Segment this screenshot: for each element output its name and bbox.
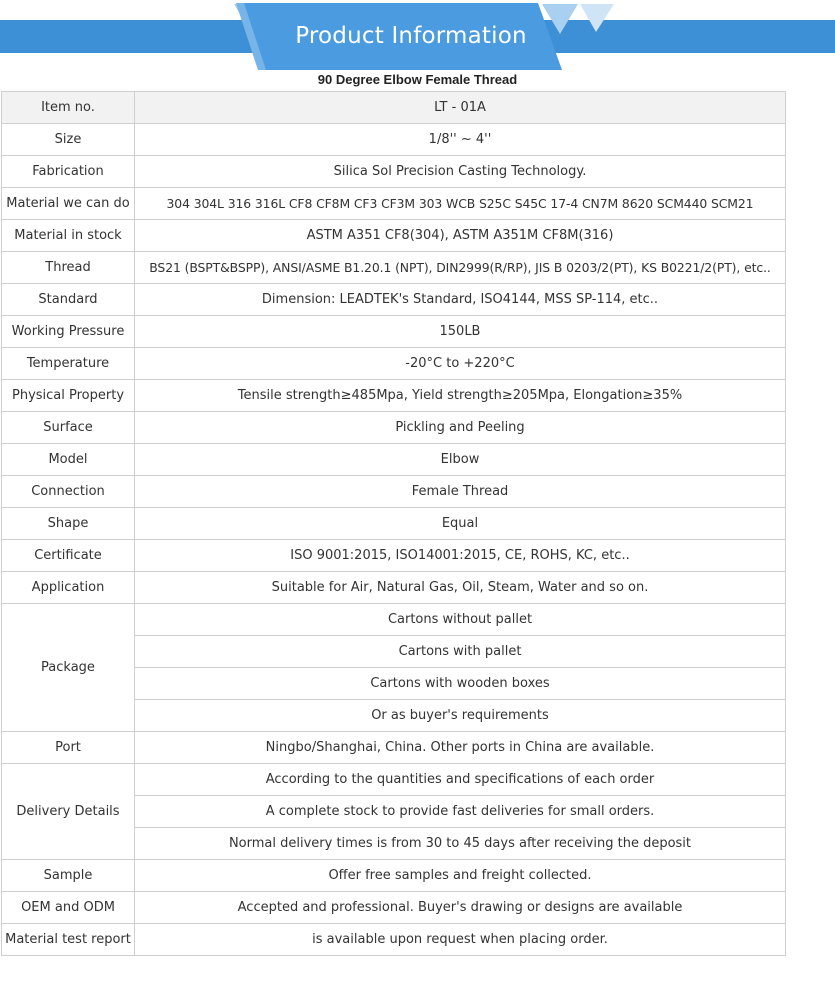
table-row [2, 220, 786, 252]
row-value: BS21 (BSPT&BSPP), ANSI/ASME B1.20.1 (NPT), DIN2999(R/RP), JIS B 0203/2(PT), KS B0221/2(PT), etc.. [135, 252, 786, 284]
row-value: 150LB [135, 316, 786, 348]
row-label: Thread [2, 252, 135, 284]
table-row [2, 124, 786, 156]
row-label: Fabrication [2, 156, 135, 188]
row-value: Offer free samples and freight collected. [135, 860, 786, 892]
table-row [2, 540, 786, 572]
table-row [2, 892, 786, 924]
row-value: ISO 9001:2015, ISO14001:2015, CE, ROHS, KC, etc.. [135, 540, 786, 572]
row-value: A complete stock to provide fast deliveries for small orders. [135, 796, 786, 828]
row-value: Cartons with pallet [135, 636, 786, 668]
row-label: Material we can do [2, 188, 135, 220]
row-label: Item no. [2, 92, 135, 124]
row-label: Model [2, 444, 135, 476]
table-row [2, 412, 786, 444]
row-value: Cartons with wooden boxes [135, 668, 786, 700]
table-row [2, 156, 786, 188]
row-value: Silica Sol Precision Casting Technology. [135, 156, 786, 188]
table-row [2, 924, 786, 956]
table-row [2, 508, 786, 540]
table-row [2, 284, 786, 316]
row-label: Sample [2, 860, 135, 892]
row-label: Port [2, 732, 135, 764]
row-label: OEM and ODM [2, 892, 135, 924]
row-label: Physical Property [2, 380, 135, 412]
spec-table [1, 91, 786, 956]
row-value: Dimension: LEADTEK's Standard, ISO4144, MSS SP-114, etc.. [135, 284, 786, 316]
row-value: Elbow [135, 444, 786, 476]
row-label: Shape [2, 508, 135, 540]
row-label: Package [2, 604, 135, 732]
table-row [2, 764, 786, 796]
row-value: Suitable for Air, Natural Gas, Oil, Steam, Water and so on. [135, 572, 786, 604]
row-label: Surface [2, 412, 135, 444]
table-row [2, 732, 786, 764]
row-value: 304 304L 316 316L CF8 CF8M CF3 CF3M 303 WCB S25C S45C 17-4 CN7M 8620 SCM440 SCM21 [135, 188, 786, 220]
table-row [2, 476, 786, 508]
table-row [2, 380, 786, 412]
table-row [2, 860, 786, 892]
row-label: Material test report [2, 924, 135, 956]
row-value: Accepted and professional. Buyer's drawing or designs are available [135, 892, 786, 924]
row-label: Size [2, 124, 135, 156]
table-row [2, 188, 786, 220]
row-value: Normal delivery times is from 30 to 45 days after receiving the deposit [135, 828, 786, 860]
table-row [2, 444, 786, 476]
row-value: Or as buyer's requirements [135, 700, 786, 732]
row-value: Female Thread [135, 476, 786, 508]
table-row [2, 92, 786, 124]
banner-title: Product Information [295, 23, 527, 49]
row-label: Material in stock [2, 220, 135, 252]
row-value: Ningbo/Shanghai, China. Other ports in China are available. [135, 732, 786, 764]
table-row [2, 252, 786, 284]
row-value: -20°C to +220°C [135, 348, 786, 380]
row-value: Tensile strength≥485Mpa, Yield strength≥205Mpa, Elongation≥35% [135, 380, 786, 412]
row-label: Connection [2, 476, 135, 508]
table-row [2, 572, 786, 604]
table-row [2, 604, 786, 636]
row-label: Working Pressure [2, 316, 135, 348]
row-label: Certificate [2, 540, 135, 572]
row-label: Delivery Details [2, 764, 135, 860]
row-label: Standard [2, 284, 135, 316]
row-label: Temperature [2, 348, 135, 380]
row-value: Equal [135, 508, 786, 540]
row-value: LT - 01A [135, 92, 786, 124]
row-value: Pickling and Peeling [135, 412, 786, 444]
table-row [2, 348, 786, 380]
row-value: 1/8'' ~ 4'' [135, 124, 786, 156]
spec-table-body [2, 92, 786, 956]
row-label: Application [2, 572, 135, 604]
product-info-banner [0, 0, 835, 70]
row-value: ASTM A351 CF8(304), ASTM A351M CF8M(316) [135, 220, 786, 252]
product-subtitle: 90 Degree Elbow Female Thread [317, 72, 518, 87]
row-value: is available upon request when placing order. [135, 924, 786, 956]
row-value: According to the quantities and specifications of each order [135, 764, 786, 796]
table-row [2, 316, 786, 348]
row-value: Cartons without pallet [135, 604, 786, 636]
